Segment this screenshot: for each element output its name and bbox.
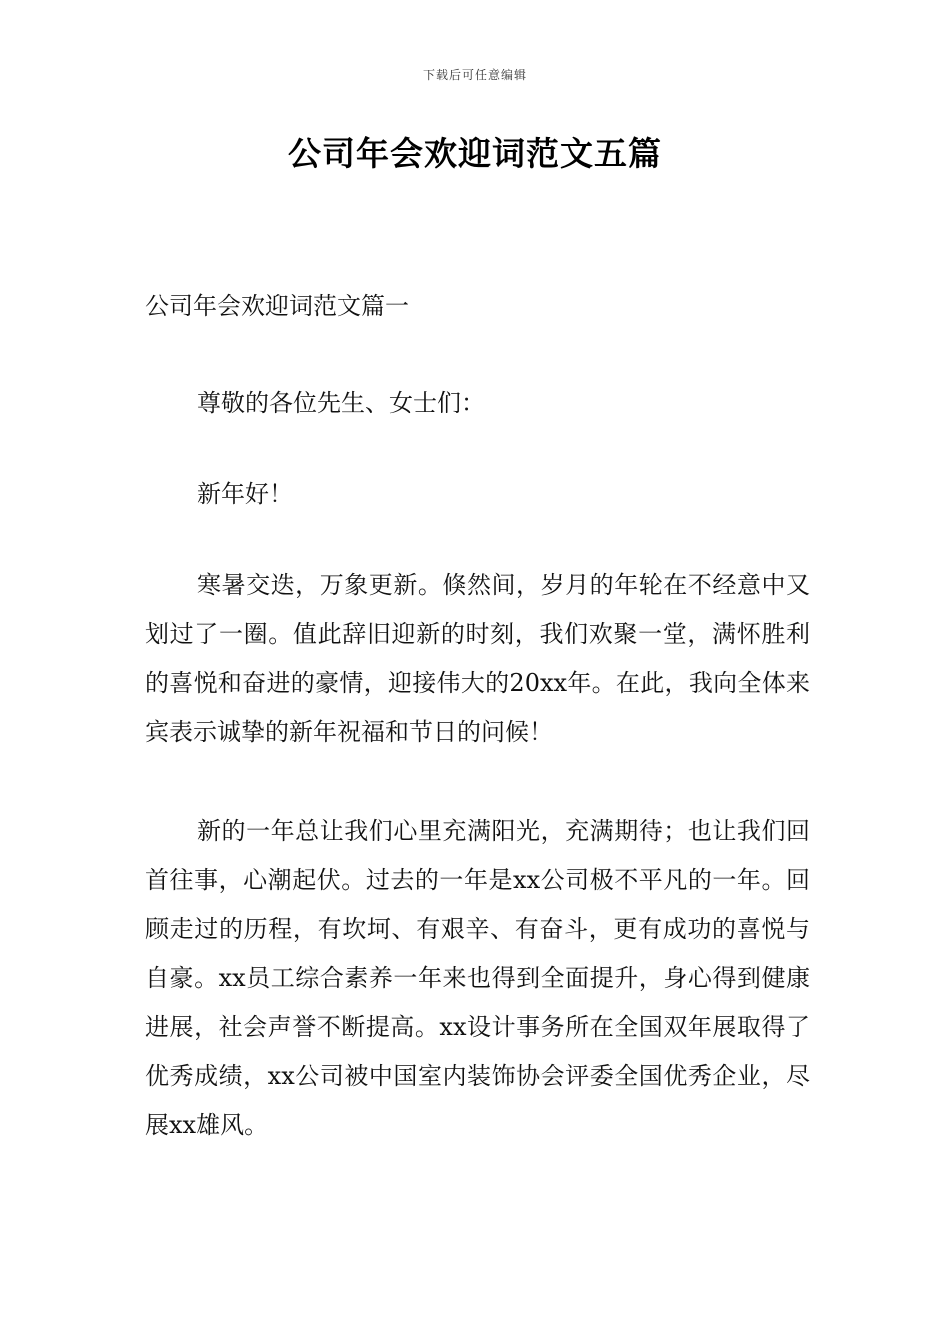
body-paragraph-2: 新的一年总让我们心里充满阳光，充满期待；也让我们回首往事，心潮起伏。过去的一年是xx公司极不平凡的一年。回顾走过的历程，有坎坷、有艰辛、有奋斗，更有成功的喜悦与自豪。xx员工综合素养一年来也得到全面提升，身心得到健康进展，社会声誉不断提高。xx设计事务所在全国双年展取得了优秀成绩，xx公司被中国室内装饰协会评委全国优秀企业，尽展xx雄风。 xyxy=(145,817,810,1139)
salutation: 尊敬的各位先生、女士们： xyxy=(197,389,485,417)
document-body xyxy=(145,282,810,1200)
greeting: 新年好！ xyxy=(197,480,293,508)
body-paragraph-1: 寒暑交迭，万象更新。倏然间，岁月的年轮在不经意中又划过了一圈。值此辞旧迎新的时刻，我们欢聚一堂，满怀胜利的喜悦和奋进的豪情，迎接伟大的20xx年。在此，我向全体来宾表示诚挚的新年祝福和节日的问候！ xyxy=(145,571,810,746)
header-note: 下载后可任意编辑 xyxy=(422,68,527,82)
section-heading: 公司年会欢迎词范文篇一 xyxy=(145,292,409,320)
document-title: 公司年会欢迎词范文五篇 xyxy=(288,134,662,173)
